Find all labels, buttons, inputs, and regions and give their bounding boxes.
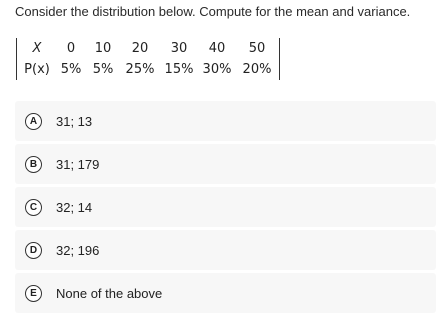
x-value: 0 bbox=[66, 41, 76, 56]
p-row bbox=[19, 59, 277, 80]
option-b[interactable] bbox=[15, 144, 436, 184]
x-row bbox=[19, 38, 277, 59]
option-text: None of the above bbox=[56, 285, 163, 301]
distribution-table bbox=[16, 38, 280, 80]
option-text: 31; 13 bbox=[56, 113, 93, 129]
p-value: 20% bbox=[242, 62, 272, 77]
x-label: X bbox=[32, 41, 42, 56]
p-value: 30% bbox=[202, 62, 232, 77]
option-a[interactable] bbox=[15, 101, 436, 141]
option-c[interactable] bbox=[15, 187, 436, 227]
p-value: 25% bbox=[125, 62, 155, 77]
x-value: 10 bbox=[94, 41, 112, 56]
option-e[interactable] bbox=[15, 273, 436, 313]
option-d[interactable] bbox=[15, 230, 436, 270]
x-value: 40 bbox=[208, 41, 226, 56]
p-label: P(x) bbox=[24, 62, 50, 77]
option-letter-badge: E bbox=[25, 285, 42, 302]
question-text: Consider the distribution below. Compute for the mean and variance. bbox=[15, 4, 411, 19]
option-text: 31; 179 bbox=[56, 156, 100, 172]
option-letter-badge: B bbox=[25, 156, 42, 173]
p-value: 5% bbox=[92, 62, 114, 77]
option-letter-badge: D bbox=[25, 242, 42, 259]
x-value: 30 bbox=[170, 41, 188, 56]
option-letter-badge: A bbox=[25, 113, 42, 130]
p-value: 15% bbox=[164, 62, 194, 77]
x-value: 50 bbox=[248, 41, 266, 56]
option-text: 32; 14 bbox=[56, 199, 93, 215]
option-letter-badge: C bbox=[25, 199, 42, 216]
option-text: 32; 196 bbox=[56, 242, 100, 258]
p-value: 5% bbox=[60, 62, 82, 77]
x-value: 20 bbox=[131, 41, 149, 56]
